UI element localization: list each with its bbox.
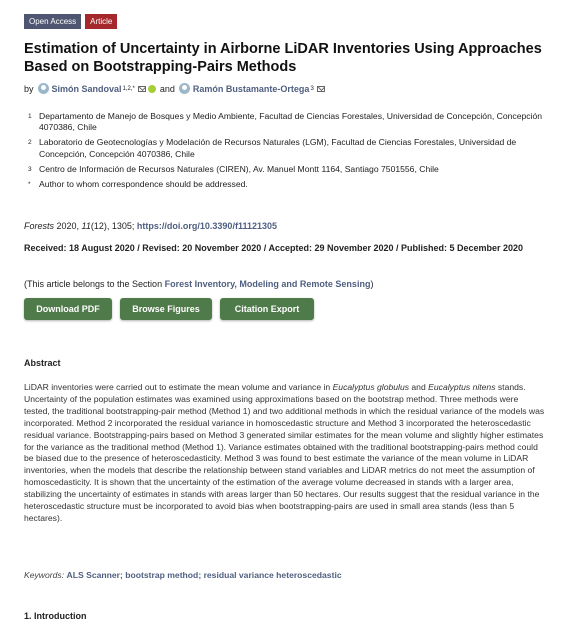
citation-year: 2020, <box>54 221 82 231</box>
citation-export-button[interactable]: Citation Export <box>220 298 314 320</box>
doi-link[interactable]: https://doi.org/10.3390/f11121305 <box>136 221 277 231</box>
action-buttons <box>24 298 314 320</box>
citation-line <box>24 221 277 231</box>
abstract-text <box>24 382 546 525</box>
affiliation-text: Laboratorio de Geotecnologías y Modelación de Recursos Naturales (LGM), Facultad de Ciencias Forestales, Universidad de Concepción, Concepción 4070386, Chile <box>39 137 517 159</box>
article-title: Estimation of Uncertainty in Airborne LiDAR Inventories Using Approaches Based on Bootstrapping-Pairs Methods <box>24 41 542 75</box>
browse-figures-button[interactable]: Browse Figures <box>120 298 212 320</box>
affiliation-number: 1 <box>28 113 32 120</box>
affiliations-list <box>28 111 548 194</box>
keywords-label: Keywords: <box>24 570 67 580</box>
abstract-heading: Abstract <box>24 358 61 368</box>
email-icon[interactable] <box>317 86 325 92</box>
abstract-part: LiDAR inventories were carried out to estimate the mean volume and variance in <box>24 382 333 392</box>
affiliation-text: Centro de Información de Recursos Naturales (CIREN), Av. Manuel Montt 1164, Santiago 7501556, Chile <box>39 163 439 174</box>
affiliation-item <box>28 179 548 190</box>
keyword-link[interactable]: bootstrap method <box>125 570 199 580</box>
abstract-part: stands. Uncertainty of the population estimates was examined using approximations based on the bootstrap method. Three methods were tested, the traditional bootstrapping-pair method (Method 1) and two additional methods in which the residual variance of the models was incorporated. Method 2 incorporated the residual variance in homoscedastic structure and Method 3 incorporated the heteroscedastic residual variance. Bootstrapping-pairs based on Method 3 generated similar estimates for the mean volume and slightly higher estimates for the variance as the traditional method (Method 1). Variance estimates obtained with the traditional bootstrapping-pairs method could be biased due to the presence of heteroscedasticity. Method 3 was found to best estimate the variance of the mean volume in LiDAR inventories, when the models that describe the relationship between stand variables and LiDAR metrics do not meet the assumption of homoscedasticity. It is shown that the uncertainty of the estimation of the average volume decreased in stands with a larger area, stabilizing the uncertainty of estimates in stands with areas larger than 50 hectares. Our results suggest that the residual variance in the heteroscedastic structure must be incorporated to avoid bias when bootstrapping-pairs are used in small area stands (less than 5 hectares). <box>24 382 545 523</box>
section-note-suffix: ) <box>370 279 374 289</box>
keyword-link[interactable]: ALS Scanner <box>66 570 121 580</box>
affiliation-item <box>28 111 548 133</box>
correspondence-note: Author to whom correspondence should be addressed. <box>39 179 248 190</box>
affiliation-item <box>28 137 548 159</box>
affiliation-number: 2 <box>28 139 32 147</box>
section-note-prefix: (This article belongs to the Section <box>24 279 165 289</box>
affiliation-number: 3 <box>28 165 32 173</box>
affiliation-number: * <box>28 181 31 189</box>
species-name: Eucalyptus globulus <box>332 382 410 392</box>
author-affil-sup: 1,2,* <box>122 85 135 92</box>
author-line <box>24 83 325 94</box>
citation-volume: 11 <box>81 221 91 231</box>
keyword-separator: ; <box>120 570 126 580</box>
orcid-icon[interactable] <box>148 85 156 93</box>
citation-issue-pages: (12), 1305; <box>90 221 137 231</box>
download-pdf-button[interactable]: Download PDF <box>24 298 112 320</box>
introduction-heading: 1. Introduction <box>24 611 87 621</box>
author-profile-icon[interactable] <box>38 83 49 94</box>
journal-name: Forests <box>24 221 55 231</box>
keywords-line <box>24 570 342 580</box>
open-access-badge[interactable]: Open Access <box>24 14 81 29</box>
affiliation-item <box>28 164 548 175</box>
author-affil-sup: 3 <box>310 85 314 92</box>
affiliation-text: Departamento de Manejo de Bosques y Medio Ambiente, Facultad de Ciencias Forestales, Universidad de Concepción, Concepción 4070386, Chile <box>39 111 543 133</box>
author-profile-icon[interactable] <box>179 83 190 94</box>
and-label: and <box>159 83 175 94</box>
section-note <box>24 279 373 289</box>
keyword-link[interactable]: residual variance heteroscedastic <box>203 570 342 580</box>
author-link-bustamante[interactable]: Ramón Bustamante-Ortega <box>192 83 310 94</box>
email-icon[interactable] <box>138 86 146 92</box>
abstract-part: and <box>409 382 429 392</box>
section-link[interactable]: Forest Inventory, Modeling and Remote Sensing <box>164 279 371 289</box>
article-type-badge: Article <box>85 14 117 29</box>
keyword-separator: ; <box>198 570 204 580</box>
badge-row <box>24 14 117 29</box>
species-name: Eucalyptus nitens <box>428 382 496 392</box>
author-link-sandoval[interactable]: Simón Sandoval <box>51 83 122 94</box>
publication-dates: Received: 18 August 2020 / Revised: 20 November 2020 / Accepted: 29 November 2020 / Published: 5 December 2020 <box>24 243 524 253</box>
by-label: by <box>24 83 34 94</box>
